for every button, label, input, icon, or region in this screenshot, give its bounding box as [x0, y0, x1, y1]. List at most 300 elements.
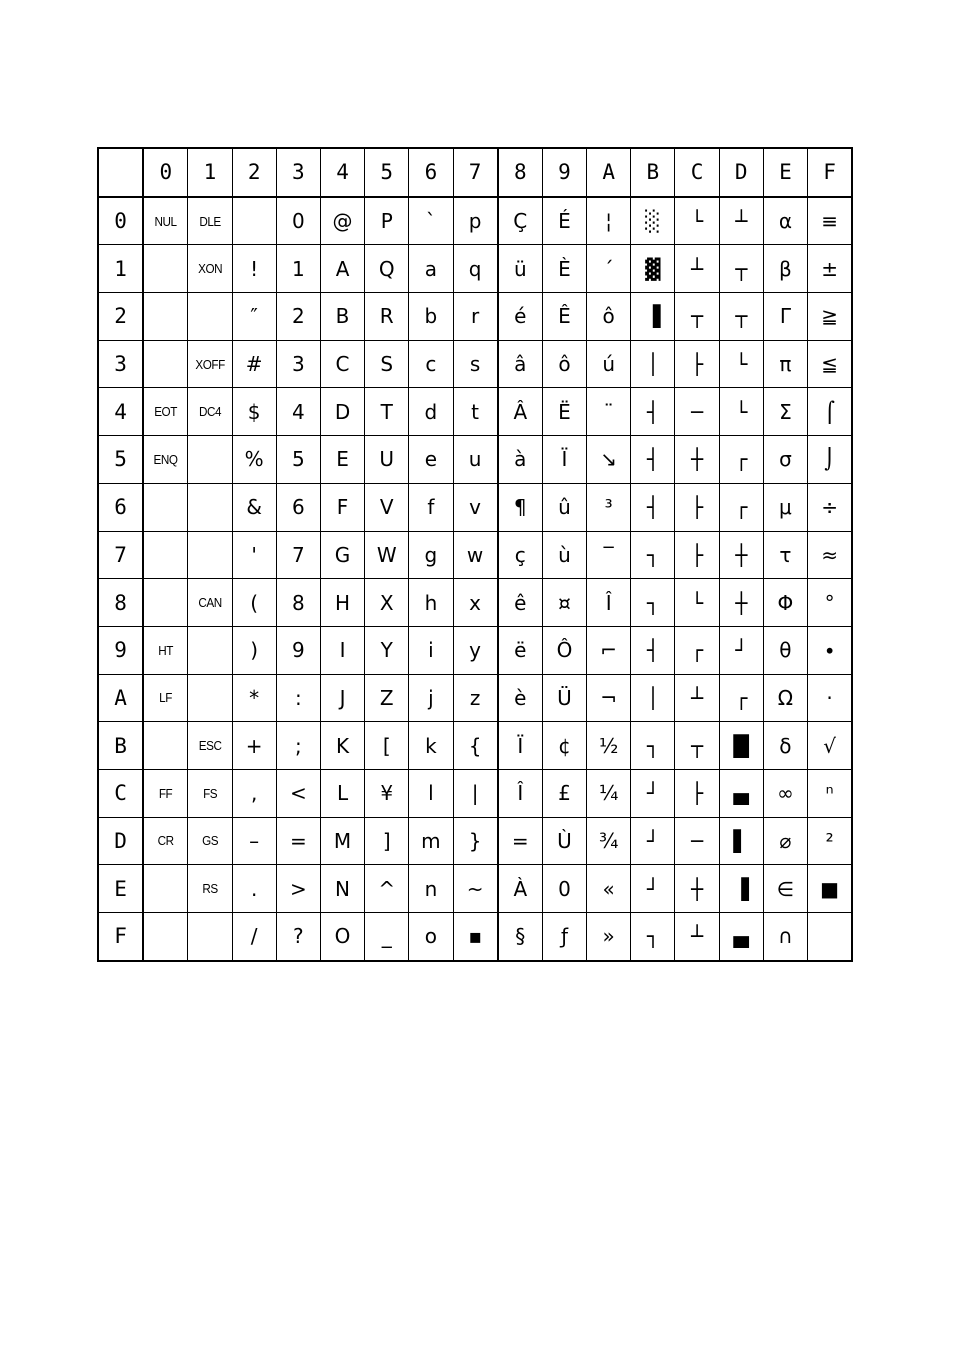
column-header: 3	[276, 148, 320, 197]
char-cell	[188, 531, 232, 579]
column-header: 5	[365, 148, 409, 197]
char-cell: =	[498, 817, 543, 865]
column-header: A	[587, 148, 631, 197]
char-cell: d	[409, 388, 453, 436]
char-cell: ≈	[808, 531, 853, 579]
corner-cell	[98, 148, 143, 197]
char-cell: ┼	[675, 865, 719, 913]
char-cell: Ê	[542, 293, 586, 341]
char-cell: #	[232, 340, 276, 388]
char-cell: ┬	[719, 293, 763, 341]
char-cell: â	[498, 340, 543, 388]
table-row	[98, 579, 852, 627]
char-cell: L	[320, 769, 364, 817]
char-cell: Ï	[542, 436, 586, 484]
table-row	[98, 340, 852, 388]
char-cell: ▄	[719, 769, 763, 817]
char-cell: θ	[763, 626, 807, 674]
char-cell: ¾	[587, 817, 631, 865]
char-cell: ░	[631, 197, 675, 245]
char-cell: ±	[808, 245, 853, 293]
char-cell	[188, 913, 232, 961]
column-header: 8	[498, 148, 543, 197]
char-cell: ┼	[675, 436, 719, 484]
column-header: B	[631, 148, 675, 197]
table-row	[98, 245, 852, 293]
char-cell: Q	[365, 245, 409, 293]
char-cell: XON	[190, 245, 230, 293]
row-header: 3	[98, 340, 143, 388]
char-cell: G	[320, 531, 364, 579]
char-cell: À	[498, 865, 543, 913]
char-cell	[143, 340, 188, 388]
column-header: D	[719, 148, 763, 197]
char-cell: ENQ	[145, 436, 185, 484]
char-cell: &	[232, 483, 276, 531]
column-header: 6	[409, 148, 453, 197]
column-header: 4	[320, 148, 364, 197]
char-cell: o	[409, 913, 453, 961]
char-cell: ┴	[675, 245, 719, 293]
char-cell: N	[320, 865, 364, 913]
row-header: A	[98, 674, 143, 722]
char-cell: 2	[276, 293, 320, 341]
row-header: 0	[98, 197, 143, 245]
column-header: 7	[453, 148, 498, 197]
row-header: C	[98, 769, 143, 817]
char-cell: μ	[763, 483, 807, 531]
char-cell: W	[365, 531, 409, 579]
table-row	[98, 388, 852, 436]
char-cell	[143, 293, 188, 341]
char-cell: █	[719, 722, 763, 770]
char-cell: A	[320, 245, 364, 293]
char-cell: n	[409, 865, 453, 913]
char-cell: Σ	[763, 388, 807, 436]
char-cell: '	[232, 531, 276, 579]
char-cell: Φ	[763, 579, 807, 627]
char-cell: 0	[542, 865, 586, 913]
char-cell: ▓	[631, 245, 675, 293]
char-cell: ┌	[719, 436, 763, 484]
char-cell: CR	[145, 817, 185, 865]
char-cell: û	[542, 483, 586, 531]
char-cell: P	[365, 197, 409, 245]
char-cell: ┘	[631, 865, 675, 913]
char-cell: ⌡	[808, 436, 853, 484]
char-cell: )	[232, 626, 276, 674]
char-cell: Î	[498, 769, 543, 817]
char-cell: ?	[276, 913, 320, 961]
char-cell: ┬	[675, 722, 719, 770]
char-cell: ▪	[453, 913, 498, 961]
char-cell: ç	[498, 531, 543, 579]
char-cell: ┌	[719, 674, 763, 722]
char-cell: b	[409, 293, 453, 341]
char-cell: _	[365, 913, 409, 961]
char-cell: FS	[190, 769, 230, 817]
char-cell	[143, 531, 188, 579]
char-cell: ▐	[631, 293, 675, 341]
column-header: 1	[188, 148, 232, 197]
char-cell	[232, 197, 276, 245]
table-row	[98, 722, 852, 770]
char-cell: 9	[276, 626, 320, 674]
char-cell: H	[320, 579, 364, 627]
char-cell: ]	[365, 817, 409, 865]
char-cell: !	[232, 245, 276, 293]
char-cell: ┘	[719, 626, 763, 674]
char-cell: 4	[276, 388, 320, 436]
char-cell: ê	[498, 579, 543, 627]
char-cell: Ü	[542, 674, 586, 722]
char-cell: F	[320, 483, 364, 531]
row-header: 7	[98, 531, 143, 579]
char-cell	[143, 579, 188, 627]
char-cell: ESC	[190, 722, 230, 770]
char-cell: s	[453, 340, 498, 388]
char-cell	[188, 436, 232, 484]
char-cell: .	[232, 865, 276, 913]
column-header: 2	[232, 148, 276, 197]
char-cell: ²	[808, 817, 853, 865]
char-cell: D	[320, 388, 364, 436]
char-cell: w	[453, 531, 498, 579]
char-cell: =	[276, 817, 320, 865]
char-cell: ┤	[631, 436, 675, 484]
char-cell: »	[587, 913, 631, 961]
column-header: F	[808, 148, 853, 197]
char-cell: e	[409, 436, 453, 484]
char-cell: FF	[145, 769, 185, 817]
char-cell: ─	[675, 388, 719, 436]
char-cell: ¤	[542, 579, 586, 627]
char-cell: DLE	[190, 197, 230, 245]
char-cell: ô	[542, 340, 586, 388]
char-cell: }	[453, 817, 498, 865]
char-cell: È	[542, 245, 586, 293]
char-cell: M	[320, 817, 364, 865]
char-cell: ┐	[631, 531, 675, 579]
char-cell: C	[320, 340, 364, 388]
char-cell: >	[276, 865, 320, 913]
char-cell: Ù	[542, 817, 586, 865]
row-header: 1	[98, 245, 143, 293]
char-cell: ô	[587, 293, 631, 341]
char-cell: ∞	[763, 769, 807, 817]
char-cell: 3	[276, 340, 320, 388]
char-cell: ┼	[719, 531, 763, 579]
char-cell: u	[453, 436, 498, 484]
char-cell	[188, 674, 232, 722]
char-cell: ⌐	[587, 626, 631, 674]
char-cell: Ï	[498, 722, 543, 770]
char-cell: ÷	[808, 483, 853, 531]
char-cell: /	[232, 913, 276, 961]
table-row	[98, 197, 852, 245]
char-cell: *	[232, 674, 276, 722]
char-cell: E	[320, 436, 364, 484]
row-header: F	[98, 913, 143, 961]
char-cell	[143, 913, 188, 961]
char-cell: É	[542, 197, 586, 245]
row-header: 4	[98, 388, 143, 436]
char-cell: ^	[365, 865, 409, 913]
row-header: 2	[98, 293, 143, 341]
char-cell: X	[365, 579, 409, 627]
char-cell: v	[453, 483, 498, 531]
char-cell: ‾	[587, 531, 631, 579]
char-cell: @	[320, 197, 364, 245]
char-cell: ├	[675, 483, 719, 531]
table-row	[98, 817, 852, 865]
table-row	[98, 769, 852, 817]
char-cell: j	[409, 674, 453, 722]
char-cell: ,	[232, 769, 276, 817]
char-cell: l	[409, 769, 453, 817]
char-cell: ´	[587, 245, 631, 293]
char-cell: J	[320, 674, 364, 722]
char-cell: é	[498, 293, 543, 341]
char-cell: └	[719, 388, 763, 436]
char-cell: ┴	[719, 197, 763, 245]
char-cell: ∙	[808, 626, 853, 674]
char-cell: ┌	[719, 483, 763, 531]
table-row	[98, 483, 852, 531]
char-cell: m	[409, 817, 453, 865]
char-cell: ≧	[808, 293, 853, 341]
char-cell: ⌠	[808, 388, 853, 436]
char-cell: ├	[675, 340, 719, 388]
char-cell: 5	[276, 436, 320, 484]
table-row	[98, 436, 852, 484]
table-row	[98, 674, 852, 722]
char-cell: :	[276, 674, 320, 722]
char-cell: ;	[276, 722, 320, 770]
char-cell: Î	[587, 579, 631, 627]
char-cell	[143, 722, 188, 770]
column-header-row	[98, 148, 852, 197]
char-cell: Â	[498, 388, 543, 436]
char-cell: HT	[145, 626, 185, 674]
char-cell	[143, 245, 188, 293]
char-cell: ┐	[631, 722, 675, 770]
char-cell: §	[498, 913, 543, 961]
table-body	[98, 197, 852, 961]
char-cell	[143, 865, 188, 913]
char-cell: ▐	[719, 865, 763, 913]
char-cell: ▌	[719, 817, 763, 865]
column-header: E	[763, 148, 807, 197]
char-cell: I	[320, 626, 364, 674]
char-cell: K	[320, 722, 364, 770]
char-cell: Ω	[763, 674, 807, 722]
character-code-table	[97, 147, 853, 962]
char-cell: 8	[276, 579, 320, 627]
char-cell: ¢	[542, 722, 586, 770]
char-cell: ┐	[631, 913, 675, 961]
table-row	[98, 913, 852, 961]
char-cell: Ë	[542, 388, 586, 436]
char-cell: x	[453, 579, 498, 627]
char-cell: a	[409, 245, 453, 293]
row-header: E	[98, 865, 143, 913]
char-cell: ½	[587, 722, 631, 770]
char-cell: ¦	[587, 197, 631, 245]
row-header: D	[98, 817, 143, 865]
char-cell: (	[232, 579, 276, 627]
row-header: 5	[98, 436, 143, 484]
char-cell: ↘	[587, 436, 631, 484]
char-cell: ┬	[675, 293, 719, 341]
char-cell: ┘	[631, 769, 675, 817]
char-cell: │	[631, 340, 675, 388]
char-cell: τ	[763, 531, 807, 579]
char-cell: ■	[808, 865, 853, 913]
char-cell: è	[498, 674, 543, 722]
char-cell: ¨	[587, 388, 631, 436]
char-cell: %	[232, 436, 276, 484]
char-cell: ┤	[631, 626, 675, 674]
char-cell: ·	[808, 674, 853, 722]
char-cell: £	[542, 769, 586, 817]
char-cell: Γ	[763, 293, 807, 341]
char-cell: p	[453, 197, 498, 245]
char-cell: └	[675, 197, 719, 245]
char-cell: ∩	[763, 913, 807, 961]
char-cell: ¬	[587, 674, 631, 722]
char-cell: z	[453, 674, 498, 722]
char-cell: +	[232, 722, 276, 770]
char-cell: V	[365, 483, 409, 531]
char-cell: R	[365, 293, 409, 341]
char-cell: ∈	[763, 865, 807, 913]
char-cell: i	[409, 626, 453, 674]
column-header: C	[675, 148, 719, 197]
char-cell: k	[409, 722, 453, 770]
char-cell: LF	[145, 674, 185, 722]
char-cell: ≦	[808, 340, 853, 388]
char-cell: ┌	[675, 626, 719, 674]
char-cell: {	[453, 722, 498, 770]
char-cell: GS	[190, 817, 230, 865]
char-cell: O	[320, 913, 364, 961]
char-cell: ┐	[631, 579, 675, 627]
char-cell: ├	[675, 769, 719, 817]
char-cell: °	[808, 579, 853, 627]
char-cell: β	[763, 245, 807, 293]
char-cell: EOT	[145, 388, 185, 436]
char-cell: $	[232, 388, 276, 436]
char-cell: ≡	[808, 197, 853, 245]
char-cell: RS	[190, 865, 230, 913]
char-cell: ë	[498, 626, 543, 674]
char-cell: ü	[498, 245, 543, 293]
char-cell: σ	[763, 436, 807, 484]
char-cell: r	[453, 293, 498, 341]
char-cell: XOFF	[190, 340, 230, 388]
char-cell: ¶	[498, 483, 543, 531]
char-cell: ″	[232, 293, 276, 341]
char-cell: Z	[365, 674, 409, 722]
char-cell	[188, 626, 232, 674]
char-cell: 1	[276, 245, 320, 293]
char-cell: q	[453, 245, 498, 293]
row-header: 6	[98, 483, 143, 531]
char-cell: 6	[276, 483, 320, 531]
char-cell: NUL	[145, 197, 185, 245]
row-header: 9	[98, 626, 143, 674]
char-cell: `	[409, 197, 453, 245]
char-cell: ¥	[365, 769, 409, 817]
char-cell: h	[409, 579, 453, 627]
char-cell: t	[453, 388, 498, 436]
char-cell: <	[276, 769, 320, 817]
char-cell: √	[808, 722, 853, 770]
char-cell: à	[498, 436, 543, 484]
char-cell	[188, 483, 232, 531]
char-cell: B	[320, 293, 364, 341]
char-cell: ⁿ	[808, 769, 853, 817]
char-cell: |	[453, 769, 498, 817]
char-cell: ┤	[631, 388, 675, 436]
table-row	[98, 626, 852, 674]
char-cell: ┬	[719, 245, 763, 293]
char-cell: ⌀	[763, 817, 807, 865]
char-cell	[808, 913, 853, 961]
table-row	[98, 293, 852, 341]
char-cell: g	[409, 531, 453, 579]
char-cell: «	[587, 865, 631, 913]
char-cell: 7	[276, 531, 320, 579]
char-cell: ƒ	[542, 913, 586, 961]
row-header: B	[98, 722, 143, 770]
char-cell: ¼	[587, 769, 631, 817]
char-cell: ┼	[719, 579, 763, 627]
char-cell: U	[365, 436, 409, 484]
char-cell: f	[409, 483, 453, 531]
char-cell: ~	[453, 865, 498, 913]
char-cell: ▄	[719, 913, 763, 961]
char-cell: δ	[763, 722, 807, 770]
char-cell: ú	[587, 340, 631, 388]
char-cell: π	[763, 340, 807, 388]
char-cell: –	[232, 817, 276, 865]
char-cell: └	[719, 340, 763, 388]
char-cell: Ç	[498, 197, 543, 245]
char-cell: T	[365, 388, 409, 436]
table-row	[98, 865, 852, 913]
column-header: 0	[143, 148, 188, 197]
column-header: 9	[542, 148, 586, 197]
char-cell: ┘	[631, 817, 675, 865]
char-cell: ├	[675, 531, 719, 579]
char-cell: ³	[587, 483, 631, 531]
char-cell: 0	[276, 197, 320, 245]
char-cell: DC4	[190, 388, 230, 436]
char-cell: c	[409, 340, 453, 388]
char-cell: CAN	[190, 579, 230, 627]
char-cell: ─	[675, 817, 719, 865]
char-cell: S	[365, 340, 409, 388]
row-header: 8	[98, 579, 143, 627]
char-cell: y	[453, 626, 498, 674]
char-cell: α	[763, 197, 807, 245]
char-cell: Y	[365, 626, 409, 674]
char-cell: ù	[542, 531, 586, 579]
char-cell: ┴	[675, 674, 719, 722]
char-cell	[143, 483, 188, 531]
